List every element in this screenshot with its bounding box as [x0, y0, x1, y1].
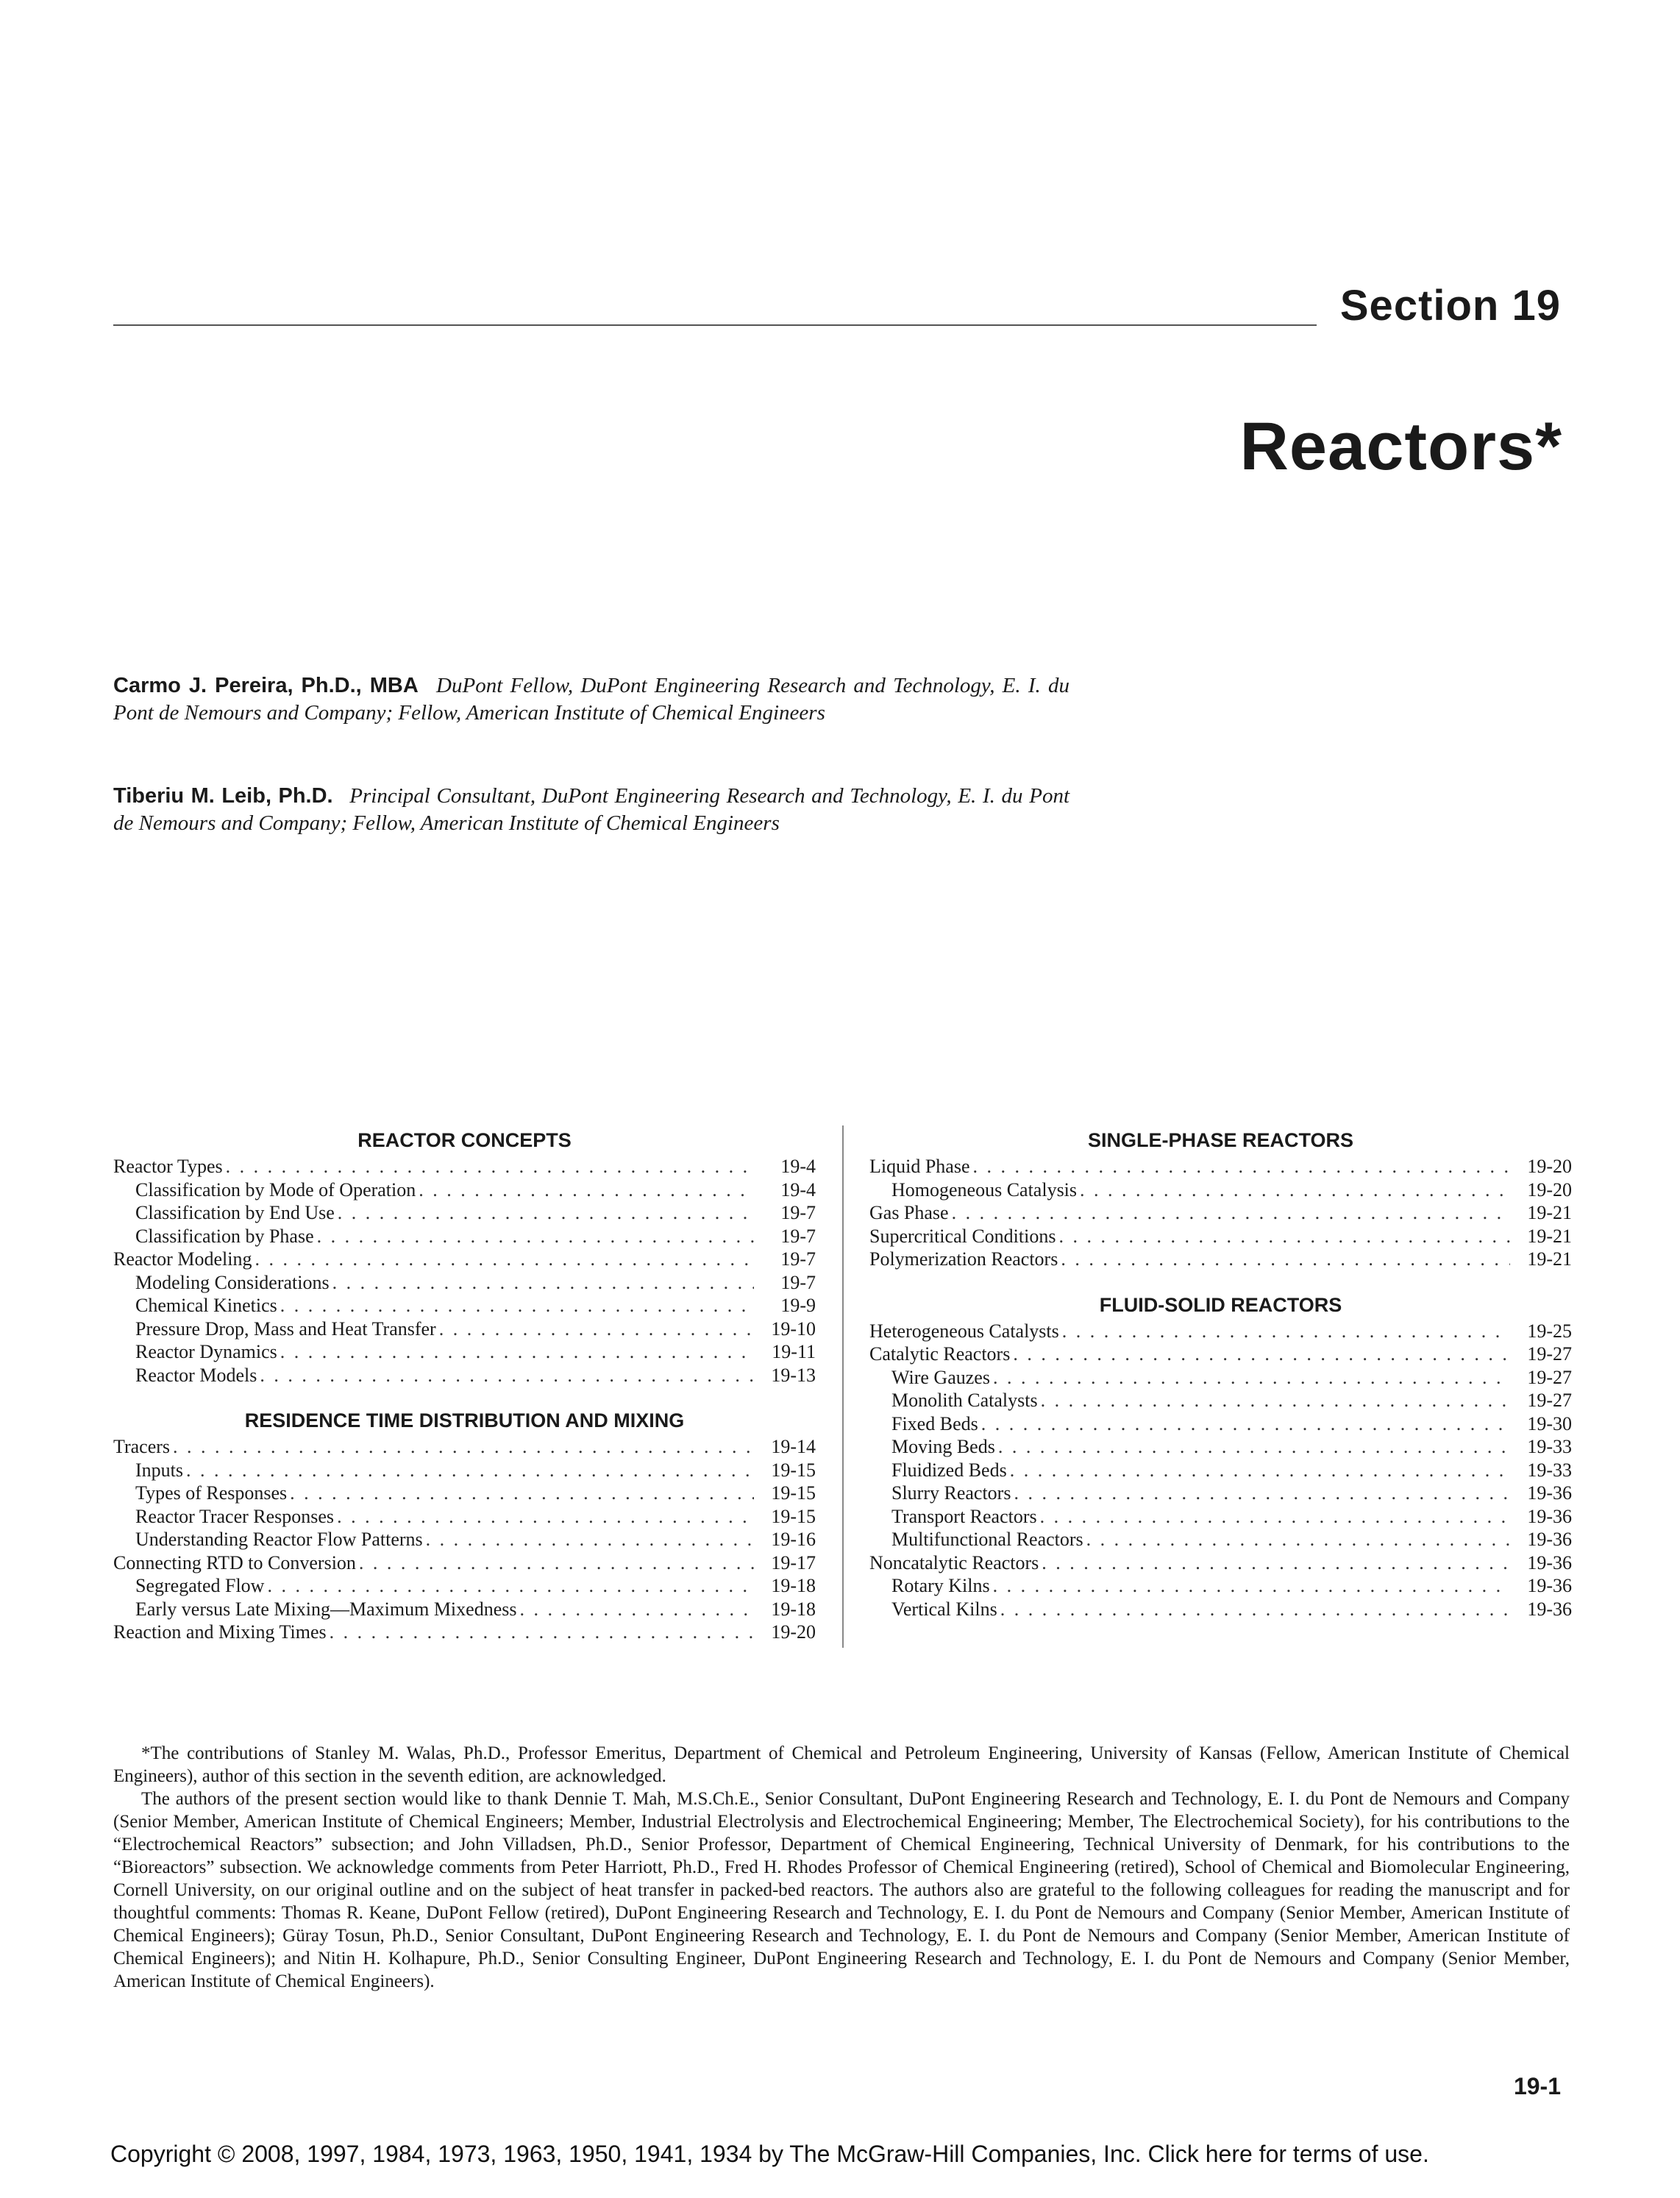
- toc-entry-title: Moving Beds: [891, 1436, 995, 1457]
- toc-entry-title: Multifunctional Reactors: [891, 1529, 1083, 1550]
- toc-entry[interactable]: [869, 1201, 1572, 1225]
- toc-entry-title: Classification by Phase: [135, 1225, 314, 1247]
- footnote-paragraph: The authors of the present section would like to thank Dennie T. Mah, M.S.Ch.E., Senior Consultant, DuPont Engineering Research and Technology, E. I. du Pont de Nemours and Company (Senior Member, American Institute of Chemical Engineers; Member, Industrial Electrolysis and Electrochemical Engineering; Member, The Electrochemical Society), for his contributions to the “Electrochemical Reactors” subsection; and John Villadsen, Ph.D., Senior Professor, Department of Chemical Engineering, Technical University of Denmark, for his contributions to the “Bioreactors” subsection. We acknowledge comments from Peter Harriott, Ph.D., Fred H. Rhodes Professor of Chemical Engineering (retired), School of Chemical and Biomolecular Engineering, Cornell University, on our original outline and on the subject of heat transfer in packed-bed reactors. The authors also are grateful to the following colleagues for reading the manuscript and for thoughtful comments: Thomas R. Keane, DuPont Fellow (retired), DuPont Engineering Research and Technology, E. I. du Pont de Nemours and Company (Senior Member, American Institute of Chemical Engineers); Güray Tosun, Ph.D., Senior Consultant, DuPont Engineering Research and Technology, E. I. du Pont de Nemours and Company (Senior Member, American Institute of Chemical Engineers); and Nitin H. Kolhapure, Ph.D., Senior Consulting Engineer, DuPont Engineering Research and Technology, E. I. du Pont de Nemours and Company (Senior Member, American Institute of Chemical Engineers).: [113, 1789, 1570, 1991]
- toc-dot-leader: [290, 1482, 754, 1505]
- toc-entry-title: Liquid Phase: [869, 1156, 970, 1177]
- toc-dot-leader: [260, 1364, 754, 1387]
- toc-entry-title: Fluidized Beds: [891, 1459, 1007, 1481]
- toc-dot-leader: [1014, 1482, 1510, 1505]
- toc-entry-title: Reactor Dynamics: [135, 1341, 277, 1362]
- toc-entry-page: 19-21: [1527, 1248, 1572, 1270]
- toc-dot-leader: [981, 1412, 1510, 1436]
- toc-entry[interactable]: [113, 1364, 816, 1387]
- toc-entry-title: Reactor Types: [113, 1156, 223, 1177]
- toc-entry-page: 19-7: [780, 1225, 816, 1247]
- toc-entry-page: 19-13: [771, 1364, 816, 1386]
- toc-dot-leader: [439, 1317, 754, 1341]
- toc-column-divider: [842, 1125, 844, 1648]
- toc-entry-page: 19-10: [771, 1317, 816, 1340]
- toc-right-column: [869, 1127, 1572, 1621]
- toc-entry-title: Reaction and Mixing Times: [113, 1621, 327, 1643]
- toc-entry-title: Catalytic Reactors: [869, 1343, 1011, 1365]
- toc-entry-title: Pressure Drop, Mass and Heat Transfer: [135, 1317, 436, 1340]
- toc-dot-leader: [1080, 1178, 1510, 1202]
- toc-dot-leader: [1062, 1320, 1510, 1343]
- toc-entry-page: 19-30: [1527, 1412, 1572, 1434]
- toc-entry-page: 19-27: [1527, 1390, 1572, 1411]
- toc-entry-title: Transport Reactors: [891, 1505, 1037, 1527]
- toc-dot-leader: [1058, 1225, 1510, 1248]
- toc-entry-title: Homogeneous Catalysis: [891, 1178, 1078, 1201]
- toc-entry[interactable]: [869, 1574, 1572, 1598]
- toc-entry[interactable]: [113, 1340, 816, 1364]
- toc-entry-page: 19-27: [1527, 1343, 1572, 1365]
- toc-entry[interactable]: [113, 1435, 816, 1459]
- toc-entry-title: Early versus Late Mixing—Maximum Mixedness: [135, 1598, 517, 1620]
- toc-dot-leader: [280, 1340, 754, 1364]
- toc-dot-leader: [255, 1248, 754, 1271]
- toc-entry-title: Chemical Kinetics: [135, 1295, 277, 1316]
- toc-entry[interactable]: [113, 1551, 816, 1575]
- toc-dot-leader: [186, 1459, 754, 1482]
- toc-entry[interactable]: [113, 1271, 816, 1295]
- toc-section-gap: [113, 1387, 816, 1407]
- toc-dot-leader: [226, 1155, 754, 1178]
- toc-dot-leader: [998, 1435, 1510, 1459]
- toc-section-heading: FLUID-SOLID REACTORS: [1099, 1293, 1342, 1316]
- toc-dot-leader: [1000, 1598, 1510, 1621]
- copyright-link[interactable]: Copyright © 2008, 1997, 1984, 1973, 1963, 1950, 1941, 1934 by The McGraw-Hill Companies, Inc. Click here for terms of use.: [110, 2141, 1429, 2167]
- author-block: [113, 672, 1069, 727]
- toc-dot-leader: [1013, 1342, 1510, 1366]
- toc-entry-title: Slurry Reactors: [891, 1482, 1011, 1504]
- toc-entry-title: Understanding Reactor Flow Patterns: [135, 1529, 423, 1550]
- toc-entry-page: 19-36: [1527, 1575, 1572, 1596]
- toc-entry[interactable]: [869, 1248, 1572, 1271]
- toc-entry[interactable]: [869, 1320, 1572, 1343]
- toc-dot-leader: [426, 1528, 754, 1551]
- toc-entry-page: 19-36: [1527, 1505, 1572, 1527]
- toc-entry[interactable]: [869, 1412, 1572, 1436]
- toc-entry-page: 19-9: [780, 1295, 816, 1316]
- toc-entry[interactable]: [113, 1155, 816, 1178]
- footnote-paragraph: *The contributions of Stanley M. Walas, Ph.D., Professor Emeritus, Department of Chemical and Petroleum Engineering, University of Kansas (Fellow, American Institute of Chemical Engineers), author of this section in the seventh edition, are acknowledged.: [113, 1743, 1570, 1786]
- toc-dot-leader: [267, 1574, 754, 1598]
- toc-entry-title: Rotary Kilns: [891, 1575, 990, 1596]
- toc-entry-page: 19-11: [772, 1341, 816, 1362]
- toc-entry[interactable]: [113, 1482, 816, 1505]
- toc-dot-leader: [1010, 1459, 1510, 1482]
- toc-entry-page: 19-4: [780, 1156, 816, 1177]
- toc-entry[interactable]: [869, 1551, 1572, 1575]
- toc-dot-leader: [332, 1271, 754, 1295]
- toc-entry-title: Vertical Kilns: [891, 1598, 997, 1620]
- toc-entry[interactable]: [869, 1178, 1572, 1202]
- toc-entry-title: Connecting RTD to Conversion: [113, 1551, 356, 1573]
- toc-dot-leader: [419, 1178, 754, 1202]
- toc-entry[interactable]: [113, 1248, 816, 1271]
- author-block: [113, 783, 1069, 837]
- toc-entry-title: Monolith Catalysts: [891, 1390, 1038, 1411]
- toc-dot-leader: [1041, 1389, 1510, 1412]
- toc-dot-leader: [173, 1435, 754, 1459]
- toc-entry-page: 19-20: [771, 1621, 816, 1643]
- toc-dot-leader: [519, 1598, 754, 1621]
- author-affiliation: DuPont Fellow, DuPont Engineering Research and Technology, E. I. du Pont de Nemours and Company; Fellow, American Institute of Chemical Engineers: [113, 674, 1069, 725]
- toc-dot-leader: [330, 1621, 754, 1644]
- toc-entry-page: 19-33: [1527, 1459, 1572, 1481]
- toc-dot-leader: [993, 1574, 1510, 1598]
- toc-entry-page: 19-33: [1527, 1436, 1572, 1457]
- toc-entry-title: Gas Phase: [869, 1202, 949, 1223]
- toc-entry[interactable]: [869, 1528, 1572, 1551]
- toc-entry[interactable]: [113, 1528, 816, 1551]
- toc-entry[interactable]: [869, 1505, 1572, 1529]
- toc-dot-leader: [280, 1294, 754, 1317]
- toc-entry[interactable]: [113, 1505, 816, 1529]
- author-name: Tiberiu M. Leib, Ph.D.: [113, 784, 333, 808]
- toc-entry[interactable]: [113, 1294, 816, 1317]
- toc-section-heading: RESIDENCE TIME DISTRIBUTION AND MIXING: [244, 1409, 685, 1431]
- toc-entry-page: 19-7: [780, 1248, 816, 1270]
- toc-entry-page: 19-25: [1527, 1320, 1572, 1342]
- toc-entry-page: 19-18: [771, 1598, 816, 1620]
- toc-section-heading: REACTOR CONCEPTS: [357, 1129, 572, 1151]
- toc-entry[interactable]: [869, 1482, 1572, 1505]
- toc-entry-title: Supercritical Conditions: [869, 1225, 1056, 1247]
- toc-entry-page: 19-21: [1527, 1202, 1572, 1223]
- toc-entry-page: 19-20: [1527, 1156, 1572, 1177]
- toc-entry-page: 19-7: [780, 1271, 816, 1293]
- toc-entry-title: Classification by End Use: [135, 1202, 335, 1223]
- toc-entry-page: 19-14: [771, 1436, 816, 1457]
- toc-entry-page: 19-36: [1527, 1598, 1572, 1620]
- toc-entry-page: 19-15: [771, 1459, 816, 1481]
- toc-dot-leader: [317, 1225, 754, 1248]
- toc-entry[interactable]: [113, 1225, 816, 1248]
- toc-entry-title: Reactor Models: [135, 1364, 257, 1386]
- toc-dot-leader: [1086, 1528, 1510, 1551]
- toc-section-gap: [869, 1271, 1572, 1292]
- toc-entry-page: 19-18: [771, 1575, 816, 1596]
- toc-left-column: [113, 1127, 816, 1644]
- toc-entry[interactable]: [113, 1598, 816, 1621]
- toc-entry-page: 19-27: [1527, 1366, 1572, 1388]
- toc-dot-leader: [359, 1551, 754, 1575]
- acknowledgment-footnote: [113, 1742, 1570, 1993]
- toc-entry-page: 19-36: [1527, 1529, 1572, 1550]
- toc-entry[interactable]: [869, 1389, 1572, 1412]
- toc-section-heading: SINGLE-PHASE REACTORS: [1087, 1129, 1354, 1151]
- toc-entry-title: Modeling Considerations: [135, 1271, 330, 1293]
- toc-entry-title: Noncatalytic Reactors: [869, 1551, 1039, 1573]
- author-name: Carmo J. Pereira, Ph.D., MBA: [113, 674, 419, 697]
- toc-dot-leader: [338, 1201, 754, 1225]
- toc-entry[interactable]: [869, 1459, 1572, 1482]
- toc-entry[interactable]: [869, 1435, 1572, 1459]
- toc-entry[interactable]: [113, 1621, 816, 1644]
- toc-entry[interactable]: [869, 1598, 1572, 1621]
- toc-entry-page: 19-17: [771, 1551, 816, 1573]
- toc-entry[interactable]: [113, 1459, 816, 1482]
- toc-dot-leader: [1040, 1505, 1510, 1529]
- page-number: 19-1: [1513, 2073, 1561, 2099]
- toc-entry-title: Reactor Tracer Responses: [135, 1505, 335, 1527]
- toc-dot-leader: [1042, 1551, 1510, 1575]
- toc-entry[interactable]: [113, 1574, 816, 1598]
- toc-entry-title: Tracers: [113, 1436, 171, 1457]
- toc-entry-page: 19-36: [1527, 1482, 1572, 1504]
- toc-entry-page: 19-15: [771, 1482, 816, 1504]
- toc-entry[interactable]: [869, 1225, 1572, 1248]
- toc-entry-page: 19-4: [780, 1178, 816, 1201]
- toc-entry[interactable]: [869, 1155, 1572, 1178]
- author-affiliation: Principal Consultant, DuPont Engineering Research and Technology, E. I. du Pont de Nemours and Company; Fellow, American Institute of Chemical Engineers: [113, 784, 1070, 835]
- toc-dot-leader: [993, 1366, 1510, 1390]
- toc-entry-page: 19-16: [771, 1529, 816, 1550]
- toc-entry[interactable]: [113, 1178, 816, 1202]
- toc-entry[interactable]: [113, 1317, 816, 1341]
- toc-entry[interactable]: [113, 1201, 816, 1225]
- toc-entry[interactable]: [869, 1366, 1572, 1390]
- toc-entry-page: 19-36: [1527, 1551, 1572, 1573]
- toc-entry-title: Polymerization Reactors: [869, 1248, 1058, 1270]
- toc-entry-page: 19-15: [771, 1505, 816, 1527]
- toc-entry-title: Classification by Mode of Operation: [135, 1178, 416, 1201]
- toc-entry-title: Reactor Modeling: [113, 1248, 252, 1270]
- toc-entry-title: Wire Gauzes: [891, 1366, 990, 1388]
- section-title: Reactors*: [1239, 409, 1562, 484]
- toc-entry-page: 19-7: [780, 1202, 816, 1223]
- toc-dot-leader: [1061, 1248, 1510, 1271]
- toc-entry-page: 19-21: [1527, 1225, 1572, 1247]
- toc-entry-title: Inputs: [135, 1459, 183, 1481]
- toc-entry-title: Types of Responses: [135, 1482, 288, 1504]
- toc-entry-title: Segregated Flow: [135, 1575, 265, 1596]
- toc-entry[interactable]: [869, 1342, 1572, 1366]
- toc-entry-page: 19-20: [1527, 1178, 1572, 1201]
- toc-dot-leader: [337, 1505, 754, 1529]
- toc-entry-title: Heterogeneous Catalysts: [869, 1320, 1059, 1342]
- section-rule: [113, 324, 1317, 326]
- toc-dot-leader: [952, 1201, 1510, 1225]
- toc-dot-leader: [973, 1155, 1511, 1178]
- section-label: Section 19: [1339, 282, 1561, 330]
- toc-entry-title: Fixed Beds: [891, 1412, 978, 1434]
